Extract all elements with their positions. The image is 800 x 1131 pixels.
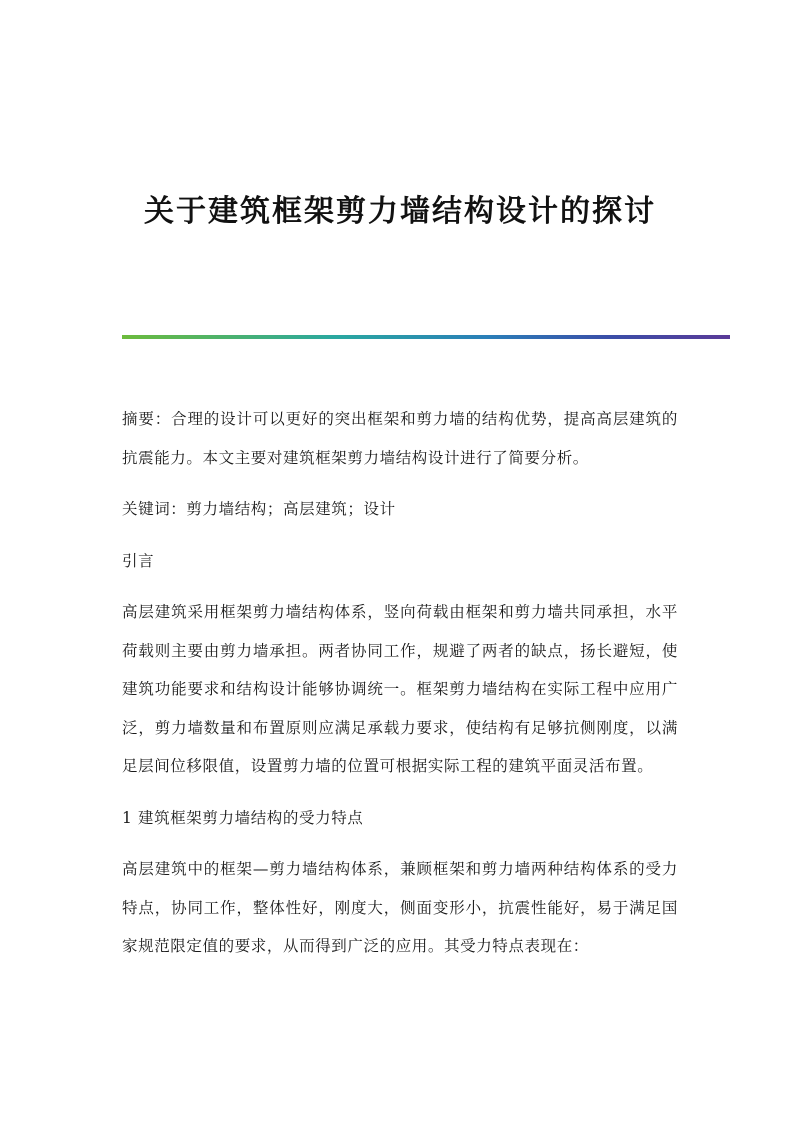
abstract-paragraph: 摘要：合理的设计可以更好的突出框架和剪力墙的结构优势，提高高层建筑的抗震能力。本文主要对建筑框架剪力墙结构设计进行了简要分析。 <box>122 410 678 467</box>
section-1-heading: 1 建筑框架剪力墙结构的受力特点 <box>122 808 364 827</box>
section-1-paragraph: 高层建筑中的框架—剪力墙结构体系，兼顾框架和剪力墙两种结构体系的受力特点，协同工作，整体性好，刚度大，侧面变形小，抗震性能好，易于满足国家规范限定值的要求，从而得到广泛的应用。其受力特点表现在： <box>122 860 678 955</box>
document-body <box>122 400 678 979</box>
document-title: 关于建筑框架剪力墙结构设计的探讨 <box>144 194 656 229</box>
title-divider-rule <box>122 335 730 339</box>
intro-paragraph: 高层建筑采用框架剪力墙结构体系，竖向荷载由框架和剪力墙共同承担，水平荷载则主要由剪力墙承担。两者协同工作，规避了两者的缺点，扬长避短，使建筑功能要求和结构设计能够协调统一。框架剪力墙结构在实际工程中应用广泛，剪力墙数量和布置原则应满足承载力要求，使结构有足够抗侧刚度，以满足层间位移限值，设置剪力墙的位置可根据实际工程的建筑平面灵活布置。 <box>122 603 678 775</box>
keywords-paragraph: 关键词：剪力墙结构；高层建筑；设计 <box>122 500 396 518</box>
intro-heading: 引言 <box>122 551 155 570</box>
